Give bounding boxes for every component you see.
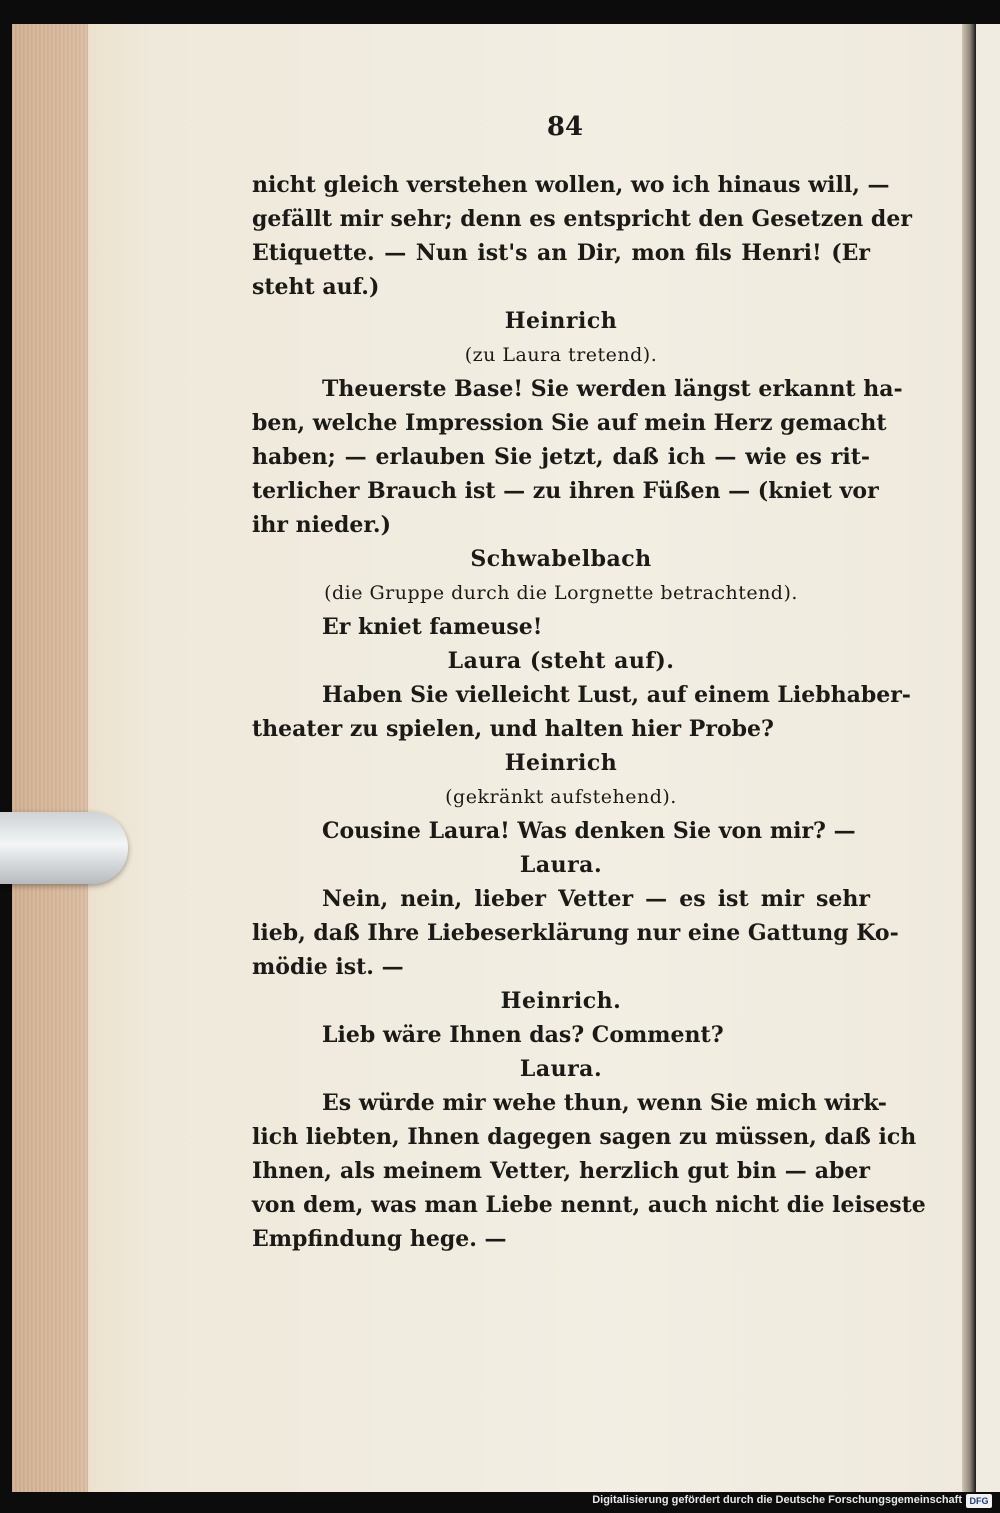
speaker-name: Schwabelbach: [470, 546, 652, 572]
text-line: von dem, was man Liebe nennt, auch nicht die leiseste: [252, 1192, 926, 1218]
text-line: gefällt mir sehr; denn es entspricht den Gesetzen der: [252, 206, 912, 232]
text-line: ihr nieder.): [252, 512, 391, 538]
stage-direction: (die Gruppe durch die Lorgnette betrachtend).: [324, 582, 798, 604]
facing-page-edge: [976, 24, 1000, 1492]
text-line: Etiquette. — Nun ist's an Dir, mon fils Henri! (Er: [252, 240, 870, 266]
stage-direction: (gekränkt aufstehend).: [445, 786, 677, 808]
text-line: Empfindung hege. —: [252, 1226, 507, 1252]
stage-direction: (zu Laura tretend).: [464, 344, 658, 366]
text-line: Haben Sie vielleicht Lust, auf einem Liebhaber-: [322, 682, 911, 708]
text-line: haben; — erlauben Sie jetzt, daß ich — wie es rit-: [252, 444, 870, 470]
book-gutter: [962, 24, 976, 1492]
page-number: 84: [546, 112, 584, 142]
text-line: Lieb wäre Ihnen das? Comment?: [322, 1022, 724, 1048]
dfg-logo: DFG: [966, 1494, 992, 1508]
text-line: lieb, daß Ihre Liebeserklärung nur eine Gattung Ko-: [252, 920, 899, 946]
page-holder-clip: [0, 812, 128, 884]
text-line: lich liebten, Ihnen dagegen sagen zu müssen, daß ich: [252, 1124, 917, 1150]
speaker-name: Laura.: [519, 1056, 603, 1082]
text-line: ben, welche Impression Sie auf mein Herz gemacht: [252, 410, 887, 436]
speaker-name: Heinrich.: [500, 988, 622, 1014]
text-line: Theuerste Base! Sie werden längst erkannt ha-: [322, 376, 903, 402]
text-line: Er kniet fameuse!: [322, 614, 543, 640]
text-line: Nein, nein, lieber Vetter — es ist mir sehr: [322, 886, 870, 912]
text-line: mödie ist. —: [252, 954, 404, 980]
text-line: nicht gleich verstehen wollen, wo ich hinaus will, —: [252, 172, 890, 198]
text-line: Es würde mir wehe thun, wenn Sie mich wirk-: [322, 1090, 887, 1116]
page-edges: [12, 24, 88, 1492]
text-line: Cousine Laura! Was denken Sie von mir? —: [322, 818, 856, 844]
text-line: terlicher Brauch ist — zu ihren Füßen — (kniet vor: [252, 478, 879, 504]
speaker-name: Heinrich: [504, 308, 618, 334]
footer-credit: Digitalisierung gefördert durch die Deutsche Forschungsgemeinschaft: [592, 1494, 962, 1506]
speaker-name: Heinrich: [504, 750, 618, 776]
speaker-name: Laura.: [519, 852, 603, 878]
page-text: [252, 168, 926, 1256]
text-line: theater zu spielen, und halten hier Probe?: [252, 716, 774, 742]
text-line: Ihnen, als meinem Vetter, herzlich gut bin — aber: [252, 1158, 870, 1184]
speaker-name: Laura (steht auf).: [447, 648, 675, 674]
text-line: steht auf.): [252, 274, 380, 300]
